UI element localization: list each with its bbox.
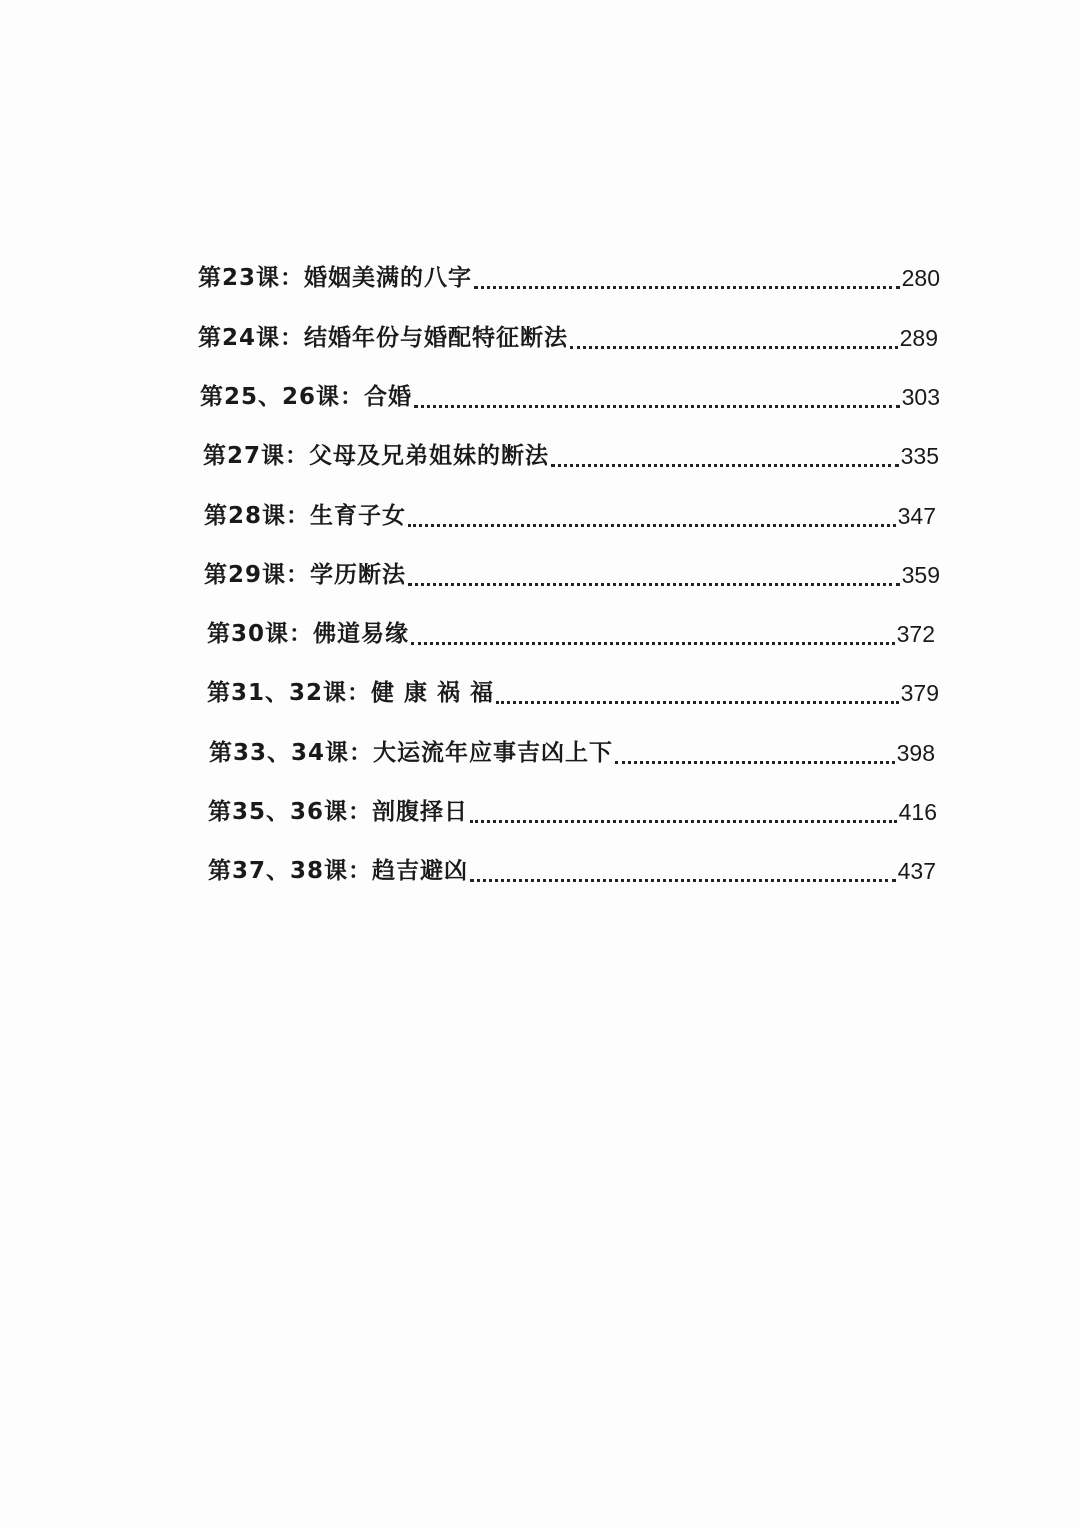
toc-entry-page: 372 xyxy=(896,621,935,647)
toc-entry-page: 437 xyxy=(897,858,936,884)
toc-entry-label: 第30课：佛道易缘 xyxy=(207,621,410,647)
toc-entry xyxy=(207,673,939,713)
dot-leader xyxy=(411,614,895,654)
toc-entry xyxy=(208,792,937,832)
dot-leader xyxy=(408,555,900,595)
toc-entry xyxy=(198,258,940,298)
toc-entry xyxy=(208,851,936,891)
toc-entry xyxy=(200,377,940,417)
toc-entry-label: 第37、38课：趋吉避凶 xyxy=(208,858,469,884)
toc-entry-page: 347 xyxy=(897,503,936,529)
dot-leader xyxy=(551,436,899,476)
dot-leader xyxy=(570,318,898,358)
dot-leader xyxy=(470,792,897,832)
toc-entry-page: 303 xyxy=(901,384,940,410)
toc-entry xyxy=(204,496,936,536)
toc-entry-label: 第33、34课：大运流年应事吉凶上下 xyxy=(209,740,614,766)
toc-entry xyxy=(209,733,935,773)
dot-leader xyxy=(615,733,895,773)
dot-leader xyxy=(414,377,900,417)
toc-entry-label: 第27课：父母及兄弟姐妹的断法 xyxy=(203,443,550,469)
toc-entry-label: 第24课：结婚年份与婚配特征断法 xyxy=(198,325,569,351)
toc-entry-page: 416 xyxy=(898,799,937,825)
toc-entry xyxy=(198,318,938,358)
toc-entry xyxy=(204,555,940,595)
toc-entry-page: 359 xyxy=(901,562,940,588)
toc-entry xyxy=(203,436,939,476)
toc-entry-label: 第29课：学历断法 xyxy=(204,562,407,588)
dot-leader xyxy=(470,851,896,891)
toc-entry-label: 第31、32课：健 康 祸 福 xyxy=(207,680,495,706)
toc-entry-label: 第23课：婚姻美满的八字 xyxy=(198,265,473,291)
toc-entry-page: 379 xyxy=(900,680,939,706)
toc-entry-label: 第28课：生育子女 xyxy=(204,503,407,529)
toc-entry xyxy=(207,614,935,654)
toc-entry-page: 280 xyxy=(901,265,940,291)
toc-entry-label: 第25、26课：合婚 xyxy=(200,384,413,410)
dot-leader xyxy=(408,496,896,536)
toc-entry-label: 第35、36课：剖腹择日 xyxy=(208,799,469,825)
toc-entry-page: 289 xyxy=(899,325,938,351)
dot-leader xyxy=(474,258,900,298)
toc-entry-page: 335 xyxy=(900,443,939,469)
dot-leader xyxy=(496,673,899,713)
toc-entry-page: 398 xyxy=(896,740,935,766)
